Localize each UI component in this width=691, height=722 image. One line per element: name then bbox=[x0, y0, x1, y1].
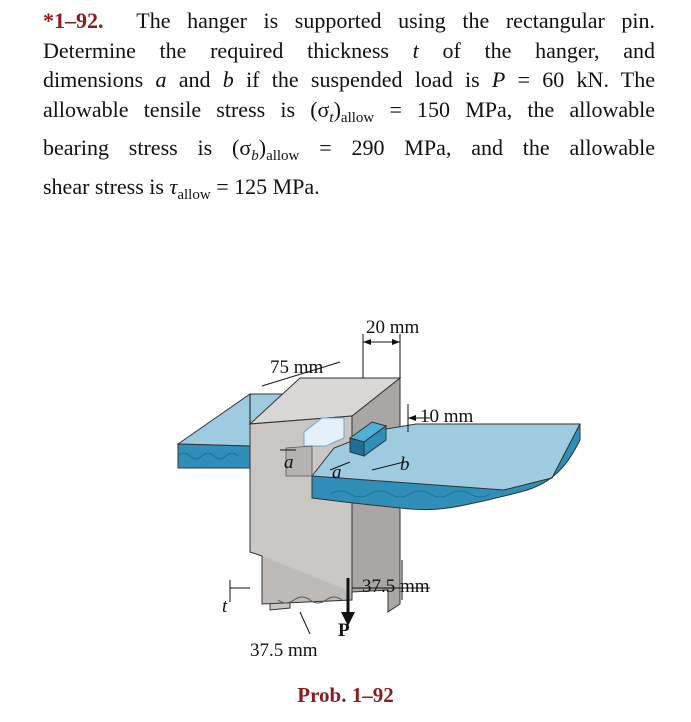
label-P: P bbox=[338, 620, 350, 641]
problem-line-4: allowable tensile stress is $(\sigma_t)_{allow} = 150$ MPa, the allowable bbox=[43, 96, 656, 126]
problem-number: *1–92. bbox=[43, 8, 104, 33]
label-b: b bbox=[400, 454, 410, 475]
dim-37-5mm-right: 37.5 mm bbox=[362, 576, 430, 597]
dim-37-5mm-bottom: 37.5 mm bbox=[250, 640, 318, 661]
problem-line-6: shear stress is $\tau_{allow} = 125$ MPa. bbox=[43, 173, 320, 203]
dim-10mm: 10 mm bbox=[420, 406, 474, 427]
problem-line-3: dimensions a and b if the suspended load is P = 60 kN. The bbox=[43, 67, 656, 92]
label-t: t bbox=[222, 596, 228, 617]
problem-line-5: bearing stress is $(\sigma_b)_{allow} = 290$ MPa, and the allowable bbox=[43, 135, 656, 164]
label-a-left: a bbox=[284, 452, 294, 473]
dim-20mm: 20 mm bbox=[366, 317, 420, 338]
hanger-figure bbox=[0, 290, 691, 722]
label-a-right: a bbox=[332, 462, 342, 483]
problem-line-2: Determine the required thickness t of the hanger, and bbox=[43, 37, 656, 63]
problem-line-1: *1–92. The hanger is supported using the rectangular pin. bbox=[43, 8, 655, 33]
figure-caption: Prob. 1–92 bbox=[297, 683, 394, 707]
dim-75mm: 75 mm bbox=[270, 357, 324, 378]
problem-statement bbox=[43, 6, 655, 210]
